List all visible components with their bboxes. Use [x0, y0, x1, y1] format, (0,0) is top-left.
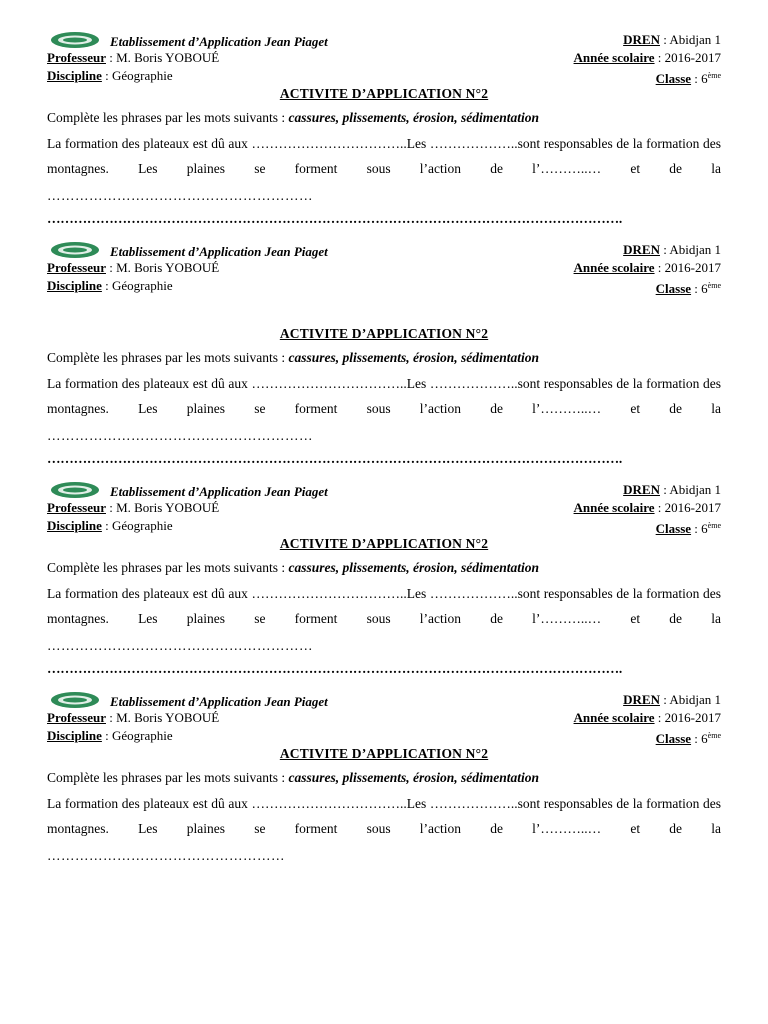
- exercise-paragraph: La formation des plateaux est dû aux ……………………………..Les ………………..sont responsables de la formation des montagnes. Les plaines se forment sous l’action de l’………..… et de la: [47, 796, 721, 836]
- exercise-paragraph: La formation des plateaux est dû aux ……………………………..Les ………………..sont responsables de la formation des montagnes. Les plaines se forment sous l’action de l’………..… et de la: [47, 376, 721, 416]
- discipline-label: Discipline: [47, 728, 102, 743]
- professor-label: Professeur: [47, 260, 106, 275]
- answer-dots: …………………………………………………: [47, 428, 313, 443]
- class-superscript: ème: [707, 521, 721, 530]
- exercise-block-1: [47, 31, 721, 226]
- instruction-prefix: Complète les phrases par les mots suivants :: [47, 350, 289, 365]
- discipline-value: : Géographie: [101, 518, 173, 533]
- instruction-words: cassures, plissements, érosion, sédimentation: [288, 770, 539, 785]
- header-row-professor: [47, 49, 721, 67]
- header-row-school: [47, 481, 721, 499]
- activity-title: ACTIVITE D’APPLICATION N°2: [279, 86, 489, 101]
- school-year-label: Année scolaire: [573, 500, 655, 515]
- header-row-discipline: [47, 67, 721, 85]
- dren-value: : Abidjan 1: [659, 32, 721, 47]
- header-row-professor: [47, 499, 721, 517]
- separator-dots: ………………………………………………………………………………………………………………….: [47, 661, 623, 676]
- school-name: Etablissement d’Application Jean Piaget: [110, 694, 328, 709]
- separator-dots: ………………………………………………………………………………………………………………….: [47, 211, 623, 226]
- professor-label: Professeur: [47, 500, 106, 515]
- discipline-label: Discipline: [47, 278, 102, 293]
- class-value: : 6: [691, 281, 708, 296]
- exercise-block-4: [47, 691, 721, 863]
- discipline-value: : Géographie: [101, 728, 173, 743]
- instruction: [47, 560, 539, 576]
- header-row-discipline: [47, 727, 721, 745]
- instruction-words: cassures, plissements, érosion, sédimentation: [288, 110, 539, 125]
- class-superscript: ème: [707, 281, 721, 290]
- instruction: [47, 770, 539, 786]
- school-name: Etablissement d’Application Jean Piaget: [110, 244, 328, 259]
- school-name: Etablissement d’Application Jean Piaget: [110, 484, 328, 499]
- discipline-value: : Géographie: [101, 68, 173, 83]
- school-year-value: : 2016-2017: [654, 710, 721, 725]
- professor-value: : M. Boris YOBOUÉ: [105, 710, 220, 725]
- answer-dots: …………………………………………………: [47, 638, 313, 653]
- school-year-value: : 2016-2017: [654, 50, 721, 65]
- class-label: Classe: [655, 281, 692, 296]
- school-year-value: : 2016-2017: [654, 500, 721, 515]
- school-name: Etablissement d’Application Jean Piaget: [110, 34, 328, 49]
- answer-dots: ……………………………………………: [47, 848, 285, 863]
- school-logo-icon: [50, 241, 100, 259]
- dren-label: DREN: [623, 692, 660, 707]
- instruction-words: cassures, plissements, érosion, sédimentation: [288, 560, 539, 575]
- activity-title: ACTIVITE D’APPLICATION N°2: [279, 536, 489, 551]
- header-row-professor: [47, 259, 721, 277]
- class-label: Classe: [655, 71, 692, 86]
- instruction-prefix: Complète les phrases par les mots suivants :: [47, 770, 289, 785]
- professor-value: : M. Boris YOBOUÉ: [105, 500, 220, 515]
- school-logo-icon: [50, 481, 100, 499]
- class-label: Classe: [655, 731, 692, 746]
- school-logo-icon: [50, 31, 100, 49]
- header-row-discipline: [47, 517, 721, 535]
- dren-label: DREN: [623, 482, 660, 497]
- professor-value: : M. Boris YOBOUÉ: [105, 50, 220, 65]
- exercise-paragraph: La formation des plateaux est dû aux ……………………………..Les ………………..sont responsables de la formation des montagnes. Les plaines se forment sous l’action de l’………..… et de la: [47, 586, 721, 626]
- separator-dots: ………………………………………………………………………………………………………………….: [47, 451, 623, 466]
- header-row-discipline: [47, 277, 721, 295]
- school-year-value: : 2016-2017: [654, 260, 721, 275]
- class-value: : 6: [691, 521, 708, 536]
- exercise-paragraph: La formation des plateaux est dû aux ……………………………..Les ………………..sont responsables de la formation des montagnes. Les plaines se forment sous l’action de l’………..… et de la: [47, 136, 721, 176]
- class-superscript: ème: [707, 731, 721, 740]
- header-row-school: [47, 241, 721, 259]
- instruction: [47, 110, 539, 126]
- instruction: [47, 350, 539, 366]
- school-year-label: Année scolaire: [573, 710, 655, 725]
- dren-label: DREN: [623, 242, 660, 257]
- instruction-words: cassures, plissements, érosion, sédimentation: [288, 350, 539, 365]
- answer-dots: …………………………………………………: [47, 188, 313, 203]
- school-year-label: Année scolaire: [573, 260, 655, 275]
- exercise-block-3: [47, 481, 721, 676]
- class-value: : 6: [691, 731, 708, 746]
- instruction-prefix: Complète les phrases par les mots suivants :: [47, 560, 289, 575]
- school-logo-icon: [50, 691, 100, 709]
- activity-title: ACTIVITE D’APPLICATION N°2: [279, 326, 489, 341]
- instruction-prefix: Complète les phrases par les mots suivants :: [47, 110, 289, 125]
- header-row-school: [47, 31, 721, 49]
- class-superscript: ème: [707, 71, 721, 80]
- exercise-block-2: [47, 241, 721, 466]
- activity-title: ACTIVITE D’APPLICATION N°2: [279, 746, 489, 761]
- dren-label: DREN: [623, 32, 660, 47]
- professor-label: Professeur: [47, 710, 106, 725]
- dren-value: : Abidjan 1: [659, 482, 721, 497]
- class-label: Classe: [655, 521, 692, 536]
- dren-value: : Abidjan 1: [659, 242, 721, 257]
- discipline-label: Discipline: [47, 518, 102, 533]
- class-value: : 6: [691, 71, 708, 86]
- professor-label: Professeur: [47, 50, 106, 65]
- discipline-value: : Géographie: [101, 278, 173, 293]
- professor-value: : M. Boris YOBOUÉ: [105, 260, 220, 275]
- header-row-school: [47, 691, 721, 709]
- discipline-label: Discipline: [47, 68, 102, 83]
- school-year-label: Année scolaire: [573, 50, 655, 65]
- dren-value: : Abidjan 1: [659, 692, 721, 707]
- header-row-professor: [47, 709, 721, 727]
